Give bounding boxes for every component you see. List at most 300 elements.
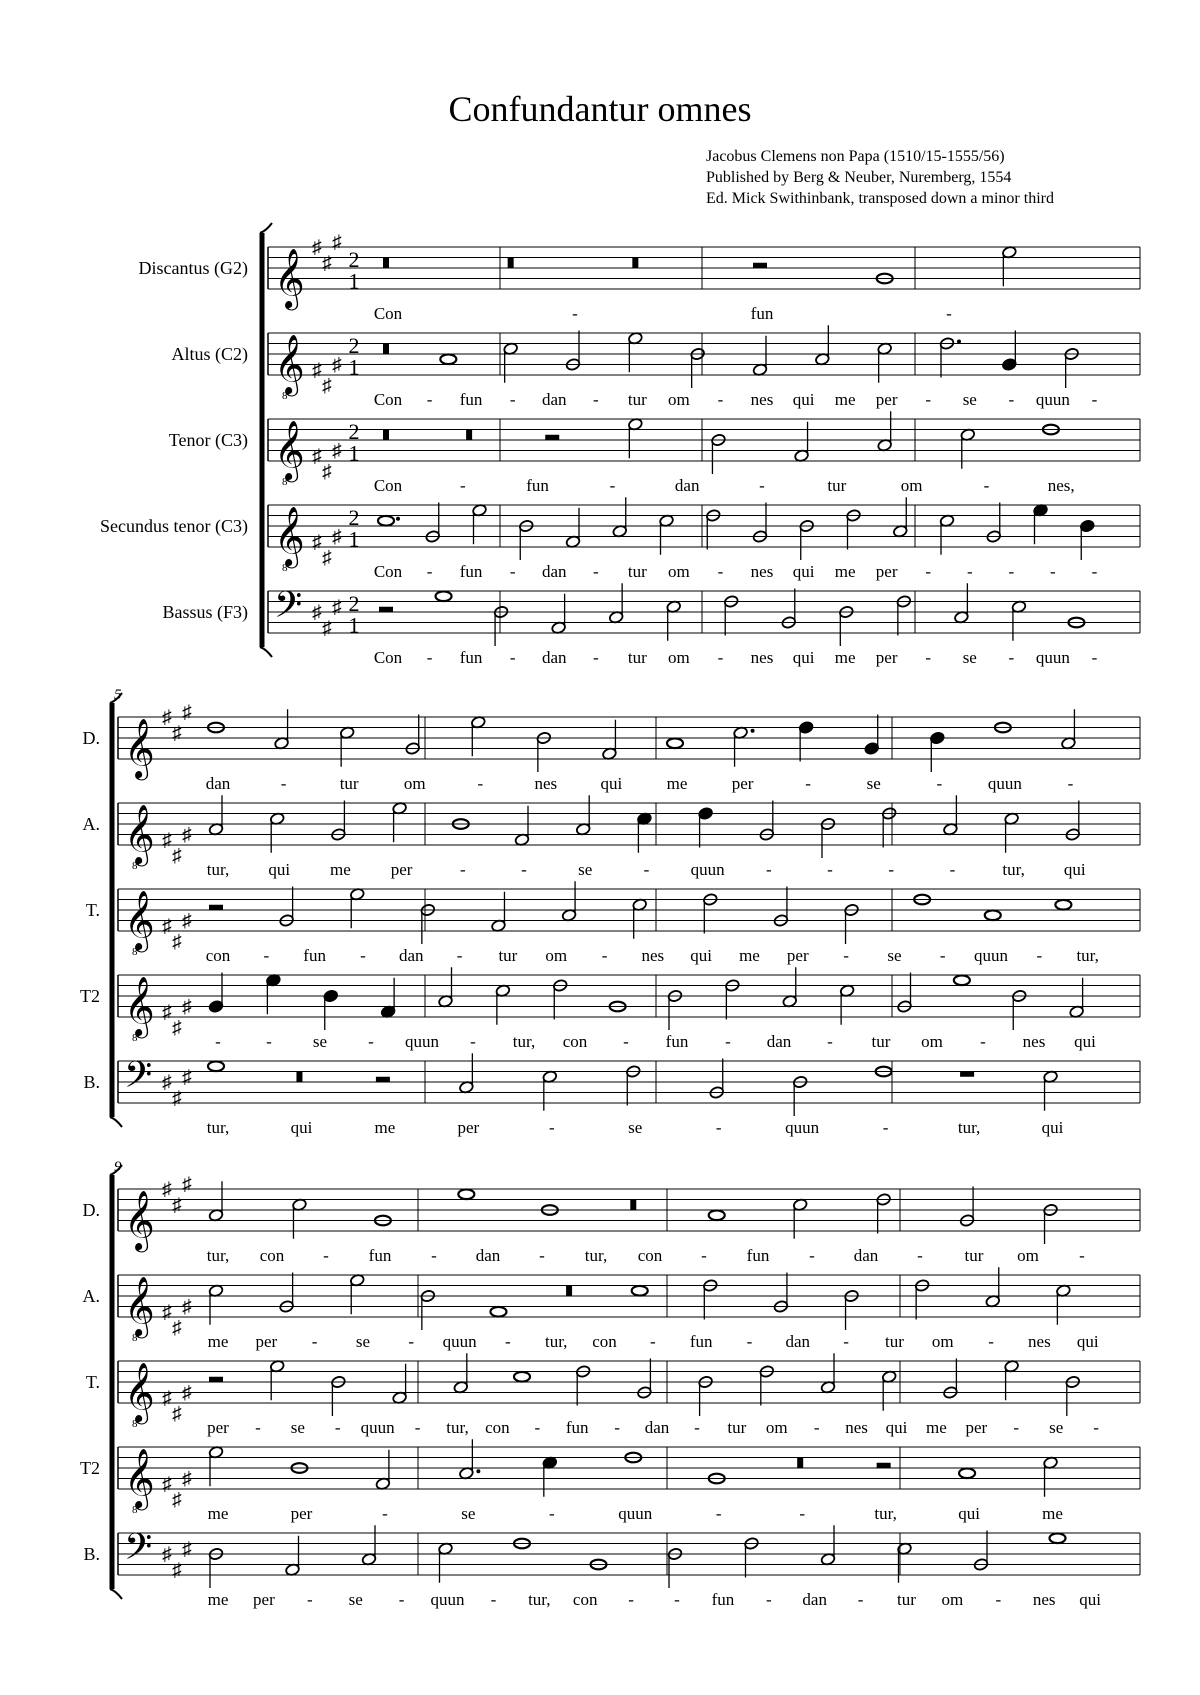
sharp-icon: ♯ (162, 1387, 172, 1409)
voice-label: T. (85, 900, 100, 920)
bracket-bottom-hook (110, 1117, 122, 1127)
lyric-syllable: per (965, 1418, 988, 1437)
lyric-syllable: - (715, 1118, 722, 1137)
lyric-syllable: quun (405, 1032, 439, 1051)
lyric-syllable: nes (534, 774, 558, 793)
lyric-syllable: - (456, 946, 463, 965)
lyric-syllable: dan (205, 774, 231, 793)
lyric-syllable: - (813, 1418, 820, 1437)
lyric-syllable: - (827, 1032, 833, 1051)
lyric-syllable: Con (373, 476, 403, 495)
lyric-syllable: me (834, 390, 856, 409)
sharp-icon: ♯ (312, 602, 322, 623)
lyric-syllable: se (887, 946, 902, 965)
sharp-icon: ♯ (162, 1301, 172, 1323)
lyric-syllable: - (368, 1032, 374, 1051)
voice-label: Bassus (F3) (162, 602, 248, 622)
sharp-icon: ♯ (182, 996, 192, 1018)
lyric-syllable: - (382, 1504, 388, 1523)
lyric-syllable: se (312, 1032, 328, 1051)
sharp-icon: ♯ (322, 547, 332, 569)
bracket-bottom-hook (110, 1589, 122, 1599)
dot (396, 517, 400, 521)
lyric-syllable: - (701, 1246, 707, 1265)
sharp-icon: ♯ (312, 445, 322, 467)
lyric-syllable: Con (373, 648, 403, 667)
lyric-syllable: qui (1074, 1032, 1096, 1051)
lyric-syllable: - (694, 1418, 700, 1437)
lyric-syllable: - (408, 1332, 415, 1351)
lyric-syllable: tur, (206, 1246, 230, 1265)
lyric-syllable: - (592, 562, 599, 581)
lyric-syllable: tur (827, 476, 847, 495)
lyric-syllable: fun (459, 562, 483, 581)
lyric-syllable: fun (459, 648, 483, 667)
time-signature-top: 2 (348, 504, 360, 530)
lyric-syllable: - (628, 1590, 634, 1609)
lyric-syllable: - (426, 390, 433, 409)
sharp-icon: ♯ (162, 1544, 172, 1565)
sharp-icon: ♯ (172, 1559, 182, 1581)
half-rest (209, 905, 223, 910)
lyric-syllable: con (259, 1246, 285, 1265)
lyric-syllable: om (900, 476, 923, 495)
lyric-syllable: qui (1063, 860, 1086, 879)
lyric-syllable: - (983, 476, 990, 495)
octave-eight-mark: 8 (282, 390, 288, 402)
lyric-syllable: - (717, 390, 724, 409)
lyric-syllable: quun (690, 860, 725, 879)
sharp-icon: ♯ (172, 931, 182, 953)
voice-label: A. (82, 1286, 100, 1306)
lyric-syllable: qui (958, 1504, 980, 1523)
sharp-icon: ♯ (172, 845, 182, 867)
sharp-icon: ♯ (312, 531, 322, 553)
lyric-syllable: - (459, 860, 466, 879)
treble-clef-icon: 𝄞 (124, 720, 155, 778)
lyric-syllable: per (875, 562, 898, 581)
lyric-syllable: - (311, 1332, 318, 1351)
sharp-icon: ♯ (322, 375, 332, 397)
sharp-icon: ♯ (312, 359, 322, 381)
lyric-syllable: - (650, 1332, 656, 1351)
lyric-syllable: con (572, 1590, 598, 1609)
half-rest (877, 1463, 891, 1468)
lyric-syllable: me (1042, 1504, 1063, 1523)
lyric-syllable: nes (1022, 1032, 1046, 1051)
lyric-syllable: - (280, 774, 287, 793)
lyric-syllable: qui (600, 774, 623, 793)
sharp-icon: ♯ (162, 829, 172, 851)
lyric-syllable: nes (750, 562, 774, 581)
treble-clef-icon: 𝄞 (124, 1364, 155, 1422)
lyric-syllable: per (290, 1504, 313, 1523)
lyric-syllable: dan (853, 1246, 879, 1265)
half-rest (379, 607, 393, 612)
lyric-syllable: - (966, 562, 973, 581)
lyric-syllable: se (578, 860, 593, 879)
lyric-syllable: dan (644, 1418, 670, 1437)
lyric-syllable: dan (802, 1590, 827, 1609)
lyric-syllable: per (255, 1332, 278, 1351)
lyric-syllable: - (765, 1590, 772, 1609)
lyric-syllable: qui (885, 1418, 908, 1437)
lyric-syllable: quun (618, 1504, 653, 1523)
lyric-syllable: - (725, 1032, 731, 1051)
treble-clef-icon: 𝄞 (124, 892, 155, 950)
lyric-syllable: per (390, 860, 413, 879)
octave-eight-mark: 8 (282, 562, 288, 574)
lyric-syllable: - (925, 648, 932, 667)
lyric-syllable: - (509, 562, 516, 581)
lyric-syllable: me (926, 1418, 947, 1437)
lyric-syllable: me (834, 648, 856, 667)
lyric-syllable: - (490, 1590, 497, 1609)
sharp-icon: ♯ (172, 1087, 182, 1109)
sharp-icon: ♯ (322, 461, 332, 483)
lyric-syllable: se (628, 1118, 643, 1137)
lyric-syllable: - (414, 1418, 421, 1437)
whole-note (490, 1307, 506, 1317)
sharp-icon: ♯ (162, 1473, 172, 1495)
treble-clef-icon: 𝄞 (274, 422, 305, 480)
lyric-syllable: tur, (544, 1332, 568, 1351)
editor-credit: Ed. Mick Swithinbank, transposed down a minor third (706, 190, 1054, 207)
octave-eight-mark: 8 (132, 1332, 138, 1344)
sharp-icon: ♯ (172, 1403, 182, 1425)
lyric-syllable: - (949, 860, 956, 879)
sharp-icon: ♯ (162, 1072, 172, 1093)
lyric-syllable: fun (459, 390, 483, 409)
lyric-syllable: qui (290, 1118, 313, 1137)
time-signature-bottom: 1 (348, 612, 360, 638)
lyric-syllable: tur, (528, 1590, 551, 1609)
lyric-syllable: - (548, 1118, 555, 1137)
lyric-syllable: se (962, 648, 977, 667)
octave-eight-mark: 8 (132, 1504, 138, 1516)
dot (751, 729, 755, 733)
lyric-syllable: - (592, 648, 599, 667)
lyric-syllable: me (374, 1118, 396, 1137)
lyric-syllable: dan (674, 476, 700, 495)
breve-rest (383, 344, 389, 355)
lyric-syllable: tur, (206, 1118, 230, 1137)
lyric-syllable: - (1091, 648, 1098, 667)
lyric-syllable: tur, (874, 1504, 897, 1523)
lyric-syllable: tur (627, 390, 647, 409)
lyric-syllable: - (521, 860, 527, 879)
lyric-syllable: tur (498, 946, 518, 965)
lyric-syllable: Con (373, 304, 403, 323)
lyric-syllable: - (334, 1418, 341, 1437)
lyric-syllable: tur, (446, 1418, 469, 1437)
bracket-top-hook (260, 223, 272, 233)
voice-label: B. (83, 1544, 100, 1564)
lyric-syllable: - (917, 1246, 923, 1265)
voice-label: Secundus tenor (C3) (100, 516, 248, 536)
half-rest (753, 263, 767, 268)
lyric-syllable: - (601, 946, 608, 965)
lyric-syllable: - (426, 648, 433, 667)
breve-rest (566, 1286, 572, 1297)
sharp-icon: ♯ (332, 440, 342, 462)
lyric-syllable: tur, (1002, 860, 1025, 879)
whole-rest (960, 1072, 974, 1077)
lyric-syllable: - (509, 390, 516, 409)
sharp-icon: ♯ (162, 915, 172, 937)
lyric-syllable: - (1067, 774, 1074, 793)
lyric-syllable: tur (627, 648, 647, 667)
lyric-syllable: tur (964, 1246, 984, 1265)
lyric-syllable: per (786, 946, 809, 965)
lyric-syllable: - (980, 1032, 986, 1051)
sharp-icon: ♯ (172, 1194, 182, 1216)
voice-label: Tenor (C3) (168, 430, 248, 450)
publisher-credit: Published by Berg & Neuber, Nuremberg, 1554 (706, 169, 1012, 186)
voice-label: T. (85, 1372, 100, 1392)
lyric-syllable: per (731, 774, 754, 793)
lyric-syllable: - (717, 562, 724, 581)
lyric-syllable: con (592, 1332, 617, 1351)
whole-note (954, 975, 970, 985)
treble-clef-icon: 𝄞 (124, 1278, 155, 1336)
lyric-syllable: qui (690, 946, 713, 965)
lyric-syllable: - (266, 1032, 272, 1051)
half-rest (376, 1077, 390, 1082)
whole-note (667, 738, 683, 748)
sharp-icon: ♯ (162, 1001, 172, 1023)
time-signature-top: 2 (348, 418, 360, 444)
whole-note (458, 1189, 474, 1199)
breve-rest (508, 258, 514, 269)
sharp-icon: ♯ (182, 824, 192, 846)
lyric-syllable: - (1079, 1246, 1085, 1265)
breve-rest (383, 430, 389, 441)
whole-note (1055, 900, 1071, 910)
whole-note (985, 910, 1001, 920)
lyric-syllable: - (765, 860, 772, 879)
lyric-syllable: nes (1028, 1332, 1051, 1351)
sharp-icon: ♯ (182, 1538, 192, 1560)
lyric-syllable: - (534, 1418, 541, 1437)
lyric-syllable: fun (368, 1246, 392, 1265)
lyric-syllable: tur (627, 562, 647, 581)
sharp-icon: ♯ (332, 526, 342, 548)
bass-clef-icon: 𝄢 (274, 585, 303, 635)
lyric-syllable: - (398, 1590, 405, 1609)
lyric-syllable: - (360, 946, 366, 965)
lyric-syllable: fun (750, 304, 774, 323)
lyric-syllable: se (348, 1590, 363, 1609)
lyric-syllable: qui (792, 648, 815, 667)
breve-rest (630, 1200, 636, 1211)
lyric-syllable: dan (785, 1332, 811, 1351)
lyric-syllable: - (1008, 390, 1015, 409)
voice-label: T2 (80, 1458, 100, 1478)
lyric-syllable: se (355, 1332, 371, 1351)
treble-clef-icon: 𝄞 (124, 806, 155, 864)
lyric-syllable: nes (1032, 1590, 1056, 1609)
lyric-syllable: per (875, 648, 898, 667)
lyric-syllable: quun (360, 1418, 395, 1437)
lyric-syllable: qui (1041, 1118, 1064, 1137)
lyric-syllable: - (470, 1032, 476, 1051)
lyric-syllable: - (643, 860, 650, 879)
voice-label: Altus (C2) (171, 344, 248, 364)
lyric-syllable: dan (541, 390, 567, 409)
lyric-syllable: - (306, 1590, 313, 1609)
whole-note (440, 354, 456, 364)
lyric-syllable: - (746, 1332, 753, 1351)
lyric-syllable: se (866, 774, 881, 793)
lyric-syllable: tur (727, 1418, 747, 1437)
lyric-syllable: fun (746, 1246, 770, 1265)
lyric-syllable: - (995, 1590, 1002, 1609)
lyric-syllable: fun (526, 476, 549, 495)
bass-clef-icon: 𝄢 (124, 1055, 153, 1105)
lyric-syllable: quun (1035, 390, 1070, 409)
lyric-syllable: - (843, 1332, 849, 1351)
lyric-syllable: me (739, 946, 760, 965)
lyric-syllable: fun (711, 1590, 735, 1609)
lyric-syllable: - (1008, 648, 1015, 667)
lyric-syllable: om (1017, 1246, 1039, 1265)
lyric-syllable: me (207, 1332, 229, 1351)
sharp-icon: ♯ (182, 1066, 192, 1088)
time-signature-bottom: 1 (348, 268, 360, 294)
lyric-syllable: fun (689, 1332, 713, 1351)
lyric-syllable: tur, (584, 1246, 608, 1265)
time-signature-top: 2 (348, 246, 360, 272)
lyric-syllable: - (799, 1504, 806, 1523)
lyric-syllable: fun (565, 1418, 589, 1437)
sharp-icon: ♯ (332, 354, 342, 376)
lyric-syllable: quun (974, 946, 1009, 965)
lyric-syllable: - (592, 390, 599, 409)
lyric-syllable: fun (665, 1032, 689, 1051)
treble-clef-icon: 𝄞 (274, 250, 305, 308)
lyric-syllable: se (962, 390, 977, 409)
sharp-icon: ♯ (312, 237, 322, 258)
lyric-syllable: - (717, 648, 724, 667)
sharp-icon: ♯ (182, 1382, 192, 1404)
lyric-syllable: con (205, 946, 231, 965)
time-signature-top: 2 (348, 332, 360, 358)
octave-eight-mark: 8 (132, 1032, 138, 1044)
lyric-syllable: - (459, 476, 466, 495)
lyric-syllable: - (939, 946, 946, 965)
lyric-syllable: qui (792, 390, 815, 409)
lyric-syllable: per (207, 1418, 229, 1437)
voice-label: T2 (80, 986, 100, 1006)
lyric-syllable: - (843, 946, 849, 965)
lyric-syllable: tur (339, 774, 359, 793)
lyric-syllable: om (765, 1418, 788, 1437)
treble-clef-icon: 𝄞 (124, 1192, 155, 1250)
lyric-syllable: qui (268, 860, 291, 879)
lyric-syllable: - (426, 562, 433, 581)
lyric-syllable: - (609, 476, 616, 495)
lyric-syllable: dan (541, 648, 567, 667)
sharp-icon: ♯ (182, 1173, 192, 1195)
voice-label: Discantus (G2) (138, 258, 248, 278)
sharp-icon: ♯ (182, 1296, 192, 1318)
time-signature-bottom: 1 (348, 440, 360, 466)
measure-number: 9 (114, 1159, 122, 1175)
sharp-icon: ♯ (162, 1179, 172, 1200)
lyric-syllable: se (461, 1504, 476, 1523)
lyric-syllable: qui (792, 562, 815, 581)
lyric-syllable: om (941, 1590, 964, 1609)
voice-label: D. (82, 728, 100, 748)
lyric-syllable: fun (303, 946, 326, 965)
lyric-syllable: quun (785, 1118, 820, 1137)
time-signature-bottom: 1 (348, 354, 360, 380)
bass-clef-icon: 𝄢 (124, 1527, 153, 1577)
sharp-icon: ♯ (172, 1017, 182, 1039)
whole-note (1050, 1533, 1066, 1543)
lyric-syllable: - (925, 390, 932, 409)
lyric-syllable: Con (373, 390, 403, 409)
lyric-syllable: - (215, 1032, 221, 1051)
lyric-syllable: nes (845, 1418, 868, 1437)
lyric-syllable: quun (1035, 648, 1070, 667)
lyric-syllable: me (207, 1504, 229, 1523)
whole-note (208, 1061, 224, 1071)
time-signature-top: 2 (348, 590, 360, 616)
lyric-syllable: om (668, 390, 690, 409)
lyric-syllable: tur, (1076, 946, 1099, 965)
measure-number: 5 (114, 687, 122, 703)
lyric-syllable: nes, (1047, 476, 1075, 495)
lyric-syllable: - (715, 1504, 722, 1523)
whole-note (436, 591, 452, 601)
sharp-icon: ♯ (182, 701, 192, 723)
voice-label: D. (82, 1200, 100, 1220)
lyric-syllable: om (921, 1032, 943, 1051)
lyric-syllable: tur, (206, 860, 230, 879)
lyric-syllable: - (925, 562, 932, 581)
lyric-syllable: - (1093, 1418, 1099, 1437)
sharp-icon: ♯ (332, 596, 342, 618)
lyric-syllable: per (875, 390, 898, 409)
lyric-syllable: - (1050, 562, 1056, 581)
lyric-syllable: me (330, 860, 351, 879)
lyric-syllable: - (548, 1504, 555, 1523)
lyric-syllable: - (505, 1332, 511, 1351)
lyric-syllable: qui (1076, 1332, 1099, 1351)
sharp-icon: ♯ (172, 1489, 182, 1511)
lyric-syllable: - (1091, 562, 1098, 581)
lyric-syllable: om (668, 562, 690, 581)
lyric-syllable: tur (871, 1032, 891, 1051)
lyric-syllable: - (809, 1246, 815, 1265)
sharp-icon: ♯ (182, 1468, 192, 1490)
octave-eight-mark: 8 (132, 1418, 138, 1430)
lyric-syllable: - (674, 1590, 680, 1609)
lyric-syllable: - (882, 1118, 889, 1137)
lyric-syllable: - (1013, 1418, 1020, 1437)
lyric-syllable: dan (541, 562, 567, 581)
lyric-syllable: - (988, 1332, 994, 1351)
whole-note (378, 516, 394, 526)
composer-credit: Jacobus Clemens non Papa (1510/15-1555/56) (706, 148, 1005, 165)
lyric-syllable: - (1036, 946, 1043, 965)
lyric-syllable: - (323, 1246, 329, 1265)
lyric-syllable: - (1091, 390, 1098, 409)
whole-note (709, 1210, 725, 1220)
lyric-syllable: quun (442, 1332, 477, 1351)
